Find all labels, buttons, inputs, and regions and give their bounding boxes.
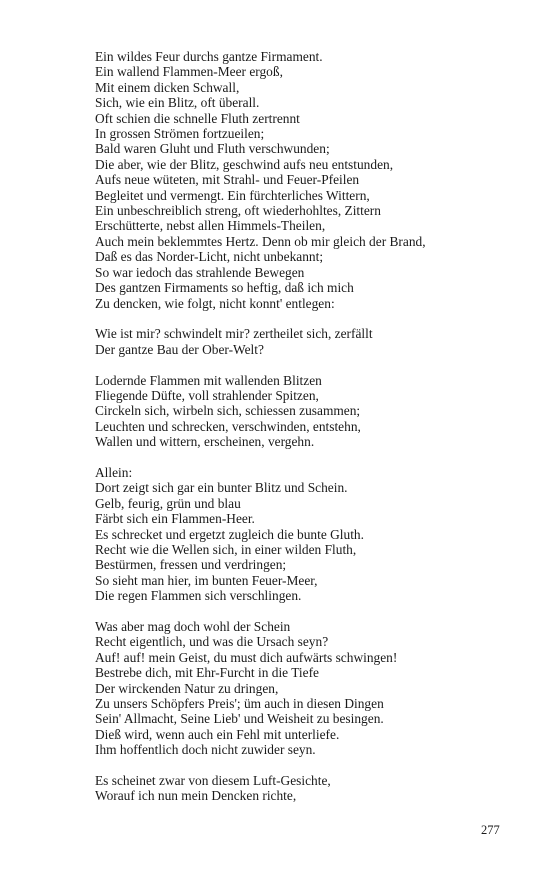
stanza (95, 49, 515, 311)
poem-line: Wallen und wittern, erscheinen, vergehn. (95, 434, 315, 450)
poem-line: Mit einem dicken Schwall, (95, 79, 240, 95)
poem-line: Es schrecket und ergetzt zugleich die bunte Gluth. (95, 526, 364, 542)
poem-line: Bestrebe dich, mit Ehr-Furcht in die Tiefe (95, 665, 319, 681)
poem-line: Was aber mag doch wohl der Schein (95, 618, 291, 634)
stanza (95, 465, 515, 604)
poem-line: Lodernde Flammen mit wallenden Blitzen (95, 372, 322, 388)
page-number: 277 (481, 823, 500, 837)
poem-line: Sein' Allmacht, Seine Lieb' und Weisheit zu besingen. (95, 711, 384, 727)
poem-line: Sich, wie ein Blitz, oft überall. (95, 95, 260, 111)
poem-line: Gelb, feurig, grün und blau (95, 495, 241, 511)
poem-line: Der wirckenden Natur zu dringen, (95, 680, 279, 696)
poem-line: Circkeln sich, wirbeln sich, schiessen zusammen; (95, 403, 361, 419)
poem-line: Färbt sich ein Flammen-Heer. (95, 511, 255, 527)
stanza (95, 773, 515, 804)
poem-line: Auch mein beklemmtes Hertz. Denn ob mir gleich der Brand, (95, 233, 426, 249)
poem-line: Erschütterte, nebst allen Himmels-Theilen, (95, 218, 326, 234)
poem-line: Begleitet und vermengt. Ein fürchterliches Wittern, (95, 187, 370, 203)
poem-line: Ein unbeschreiblich streng, oft wiederhohltes, Zittern (95, 203, 381, 219)
poem-line: Recht wie die Wellen sich, in einer wilden Fluth, (95, 541, 357, 557)
poem-line: Ein wallend Flammen-Meer ergoß, (95, 64, 283, 80)
poem-line: Leuchten und schrecken, verschwinden, entstehn, (95, 418, 361, 434)
poem-line: Der gantze Bau der Ober-Welt? (95, 341, 264, 357)
poem-line: Daß es das Norder-Licht, nicht unbekannt; (95, 249, 324, 265)
poem-line: Bald waren Gluht und Fluth verschwunden; (95, 141, 330, 157)
poem-line: Die aber, wie der Blitz, geschwind aufs neu entstunden, (95, 156, 394, 172)
stanza (95, 373, 515, 450)
poem-line: Wie ist mir? schwindelt mir? zertheilet sich, zerfällt (95, 326, 373, 342)
poem-text (95, 49, 515, 804)
poem-line: Ein wildes Feur durchs gantze Firmament. (95, 49, 323, 64)
poem-line: Oft schien die schnelle Fluth zertrennt (95, 110, 300, 126)
poem-line: Ihm hoffentlich doch nicht zuwider seyn. (95, 742, 316, 758)
stanza (95, 326, 515, 357)
poem-line: Auf! auf! mein Geist, du must dich aufwärts schwingen! (95, 649, 398, 665)
poem-line: Bestürmen, fressen und verdringen; (95, 557, 287, 573)
poem-line: So war iedoch das strahlende Bewegen (95, 264, 305, 280)
poem-line: Zu dencken, wie folgt, nicht konnt' entlegen: (95, 295, 335, 311)
poem-line: Fliegende Düfte, voll strahlender Spitzen, (95, 387, 319, 403)
poem-line: Zu unsers Schöpfers Preis'; üm auch in diesen Dingen (95, 696, 384, 711)
poem-line: Aufs neue wüteten, mit Strahl- und Feuer-Pfeilen (95, 172, 360, 188)
poem-line: In grossen Strömen fortzueilen; (95, 126, 265, 142)
poem-line: Dieß wird, wenn auch ein Fehl mit unterliefe. (95, 726, 340, 742)
poem-line: Dort zeigt sich gar ein bunter Blitz und Schein. (95, 480, 348, 496)
poem-line: Es scheinet zwar von diesem Luft-Gesichte, (95, 773, 331, 789)
stanza (95, 619, 515, 758)
poem-line: Allein: (95, 464, 133, 480)
poem-line: Des gantzen Firmaments so heftig, daß ich mich (95, 280, 354, 296)
poem-line: Worauf ich nun mein Dencken richte, (95, 788, 297, 804)
poem-line: So sieht man hier, im bunten Feuer-Meer, (95, 572, 318, 588)
poem-line: Die regen Flammen sich verschlingen. (95, 588, 302, 604)
poem-line: Recht eigentlich, und was die Ursach seyn? (95, 634, 329, 650)
